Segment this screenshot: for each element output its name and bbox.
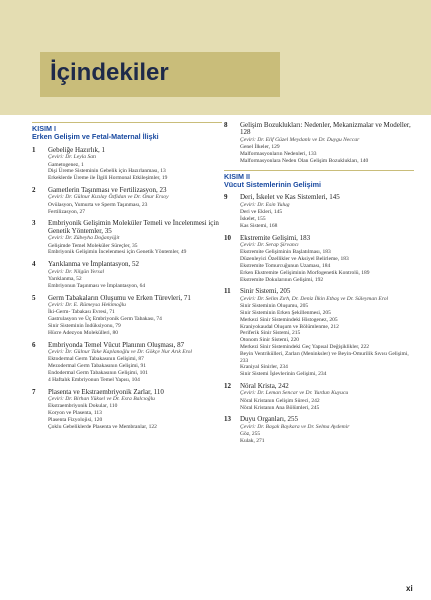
section-entry: Ekstremite Tomurcuğunun Uzaması, 184 [240,263,331,270]
chapter-entry [224,416,414,444]
section-entry: Ekstraembriyonik Dokular, 110 [48,403,118,410]
section-entry: Düzenleyici Özellikler ve Aksiyel Belirleme, 183 [240,256,349,263]
section-entry: Ekstremite Dokularının Gelişimi, 192 [240,276,324,283]
section-entry: Nöral Kristanın Ana Bölümleri, 245 [240,404,320,411]
chapter-entry [224,288,414,378]
section-list [240,398,414,412]
section-list [48,202,222,216]
chapter-number: 2 [32,186,36,195]
section-entry: Sinir Sistemi İşlevlerinin Gelişimi, 234 [240,371,327,378]
page-number: xi [406,584,413,593]
section-list [48,403,222,430]
section-entry: Koryon ve Plasenta, 113 [48,410,102,417]
section-entry: Gametogenez, 1 [48,161,84,168]
section-entry: Kraniyokaudal Oluşum ve Bölümlenme, 212 [240,323,339,330]
chapter-entry [32,147,222,182]
section-list [48,309,222,336]
section-entry: Erkeklerde Üreme ile İlgili Hormonal Etkileşimler, 19 [48,175,168,182]
chapter-title: Embriyonik Gelişimin Moleküler Temeli ve İncelenmesi için Genetik Yöntemler, 35 [48,219,219,235]
section-entry: Beyin Ventrikülleri, Zarları (Meninksler) ve Beyin-Omurilik Sıvısı Gelişimi, 233 [240,350,409,364]
section-list [48,356,222,383]
chapter-title: Yarıklanma ve İmplantasyon, 52 [48,260,140,269]
section-entry: Göz, 255 [240,431,261,438]
chapter-translator: Çeviri: Dr. Elif Güzel Meydanlı ve Dr. Duygu Neccar [240,136,360,143]
section-entry: Embriyonun Taşınması ve İmplantasyon, 64 [48,282,146,289]
chapter-number: 13 [224,415,231,424]
part-label: KISIM II [224,171,250,181]
chapter-translator: Çeviri: Dr. Leyla Satı [48,154,97,161]
chapter-list-right-bottom [224,194,414,444]
section-entry: Ektodermal Germ Tabakasının Gelişimi, 87 [48,356,144,363]
chapter-number: 8 [224,121,228,129]
section-entry: Kraniyal Sinirler, 234 [240,364,288,371]
section-entry: 4 Haftalık Embriyonun Temel Yapısı, 104 [48,376,140,383]
section-list [240,249,414,283]
chapter-entry [32,389,222,431]
chapter-number: 3 [32,219,36,228]
chapter-translator: Çeviri: Dr. Zübeyha Doğanyiğit [48,235,120,242]
section-entry: Merkezi Sinir Sistemindeki Histogenez, 205 [240,316,338,323]
part-title: Erken Gelişim ve Fetal-Maternal İlişki [32,132,159,142]
section-entry: Yarıklanma, 52 [48,276,82,283]
chapter-entry [32,187,222,215]
section-entry: Çoklu Gebeliklerde Plasenta ve Membranlar, 122 [48,423,157,430]
chapter-number: 9 [224,193,228,202]
section-entry: Ovülasyon, Yumurta ve Sperm Taşınması, 23 [48,201,148,208]
chapter-translator: Çeviri: Dr. Gülnur Take Kaplanoğlu ve Dr. Gökçe Nur Arık Erol [48,349,192,356]
chapter-list-left [32,147,222,431]
chapter-entry [224,383,414,411]
chapter-title: Gametlerin Taşınması ve Fertilizasyon, 23 [48,186,167,195]
chapter-title: Embriyonda Temel Vücut Planının Oluşması, 87 [48,340,185,349]
section-list [48,243,222,257]
section-list [48,162,222,182]
chapter-title: Deri, İskelet ve Kas Sistemleri, 145 [240,193,340,202]
section-entry: Sinir Sisteminin İndüksiyonu, 79 [48,323,121,330]
chapter-entry [32,261,222,289]
section-list [240,431,414,445]
section-list [240,144,414,164]
chapter-title: Gelişim Bozuklukları: Nedenler, Mekanizmalar ve Modeller, 128 [240,121,411,137]
chapter-number: 6 [32,340,36,349]
right-column [224,122,414,450]
section-entry: Otonom Sinir Sistemi, 220 [240,337,299,344]
chapter-translator: Çeviri: Dr. Birhan Yüksel ve Dr. Esra Balcıoğlu [48,396,155,403]
section-entry: Fertilizasyon, 27 [48,208,85,215]
chapter-number: 11 [224,287,231,296]
part-heading-2 [224,170,414,190]
section-entry: İskelet, 155 [240,216,266,223]
chapter-number: 1 [32,145,36,154]
chapter-title: Nöral Krista, 242 [240,382,289,390]
chapter-number: 4 [32,260,36,269]
section-entry: Embriyonik Gelişimin İncelenmesi için Genetik Yöntemler, 49 [48,249,187,256]
chapter-translator: Çeviri: Dr. Selim Zırh, Dr. Deniz İlkin Etbaş ve Dr. Süleyman Erol [240,295,389,302]
chapter-translator: Çeviri: Dr. Leman Sencar ve Dr. Yurdun Kuyucu [240,390,349,397]
chapter-title: Germ Tabakaların Oluşumu ve Erken Türevleri, 71 [48,293,191,302]
chapter-title: Duyu Organları, 255 [240,415,298,424]
chapter-title: Sinir Sistemi, 205 [240,287,291,296]
section-entry: Nöral Kristanın Gelişim Süreci, 242 [240,397,320,404]
section-entry: Deri ve Ekleri, 145 [240,209,283,216]
section-entry: Periferik Sinir Sistemi, 215 [240,330,301,337]
section-list [48,276,222,290]
chapter-entry [32,342,222,384]
chapter-entry [224,235,414,284]
chapter-translator: Çeviri: Dr. Nilgün Yersal [48,268,105,275]
page-title: İçindekiler [50,59,169,86]
chapter-translator: Çeviri: Dr. Gülnur Kızılay Özfidan ve Dr. Onur Ersoy [48,194,169,201]
section-entry: Gelişimde Temel Moleküler Süreçler, 35 [48,242,138,249]
chapter-list-right-top [224,122,414,165]
part-label: KISIM I [32,124,56,133]
section-entry: Hücre Adezyon Molekülleri, 80 [48,329,118,336]
section-entry: Malformasyonlara Neden Olan Gelişim Bozuklukları, 140 [240,157,369,164]
part-title: Vücut Sistemlerinin Gelişimi [224,180,322,190]
chapter-number: 5 [32,293,36,302]
section-entry: Gastrulasyon ve Üç Embriyonik Germ Tabakası, 74 [48,316,162,323]
chapter-title: Plasenta ve Ekstraembriyonik Zarlar, 110 [48,387,164,396]
left-column [32,122,222,436]
chapter-entry [32,220,222,256]
section-entry: Genel İlkeler, 129 [240,144,280,151]
section-entry: Dişi Üreme Sisteminin Gebelik için Hazırlanması, 13 [48,168,166,175]
section-entry: Ekstremite Gelişiminin Başlatılması, 183 [240,249,331,256]
chapter-translator: Çeviri: Dr. Serap Şirvancı [240,242,299,249]
part-heading-1 [32,122,222,142]
chapter-translator: Çeviri: Dr. Esin Yulug [240,201,290,208]
chapter-translator: Çeviri: Dr. Başak Baykara ve Dr. Selma Aydemir [240,423,350,430]
section-entry: Erken Ekstremite Gelişiminin Morfogenetik Kontrolü, 189 [240,269,370,276]
chapter-entry [32,295,222,337]
section-entry: Malformasyonların Nedenleri, 133 [240,151,317,158]
title-box [40,52,280,97]
chapter-entry [224,122,414,165]
section-entry: Plasenta Fizyolojisi, 120 [48,417,103,424]
chapter-number: 10 [224,233,231,242]
chapter-number: 12 [224,382,231,390]
chapter-title: Ekstremite Gelişimi, 183 [240,233,311,242]
chapter-entry [224,194,414,229]
chapter-translator: Çeviri: Dr. E. Rümeysa Hekimoğlu [48,302,126,309]
section-list [240,303,414,378]
section-entry: Sinir Sisteminin Oluşumu, 205 [240,303,309,310]
section-entry: Sinir Sisteminin Erken Şekillenmesi, 205 [240,310,331,317]
section-entry: Merkezi Sinir Sistemindeki Geç Yapısal Değişiklikler, 222 [240,344,370,351]
section-entry: Endodermal Germ Tabakasının Gelişimi, 101 [48,370,148,377]
section-list [240,209,414,229]
section-entry: Mezodermal Germ Tabakasının Gelişimi, 91 [48,363,147,370]
section-entry: Kas Sistemi, 168 [240,222,278,229]
section-entry: Kulak, 271 [240,438,265,445]
section-entry: İki-Germ- Tabakası Evresi, 71 [48,309,115,316]
chapter-number: 7 [32,387,36,396]
chapter-title: Gebeliğe Hazırlık, 1 [48,145,105,154]
